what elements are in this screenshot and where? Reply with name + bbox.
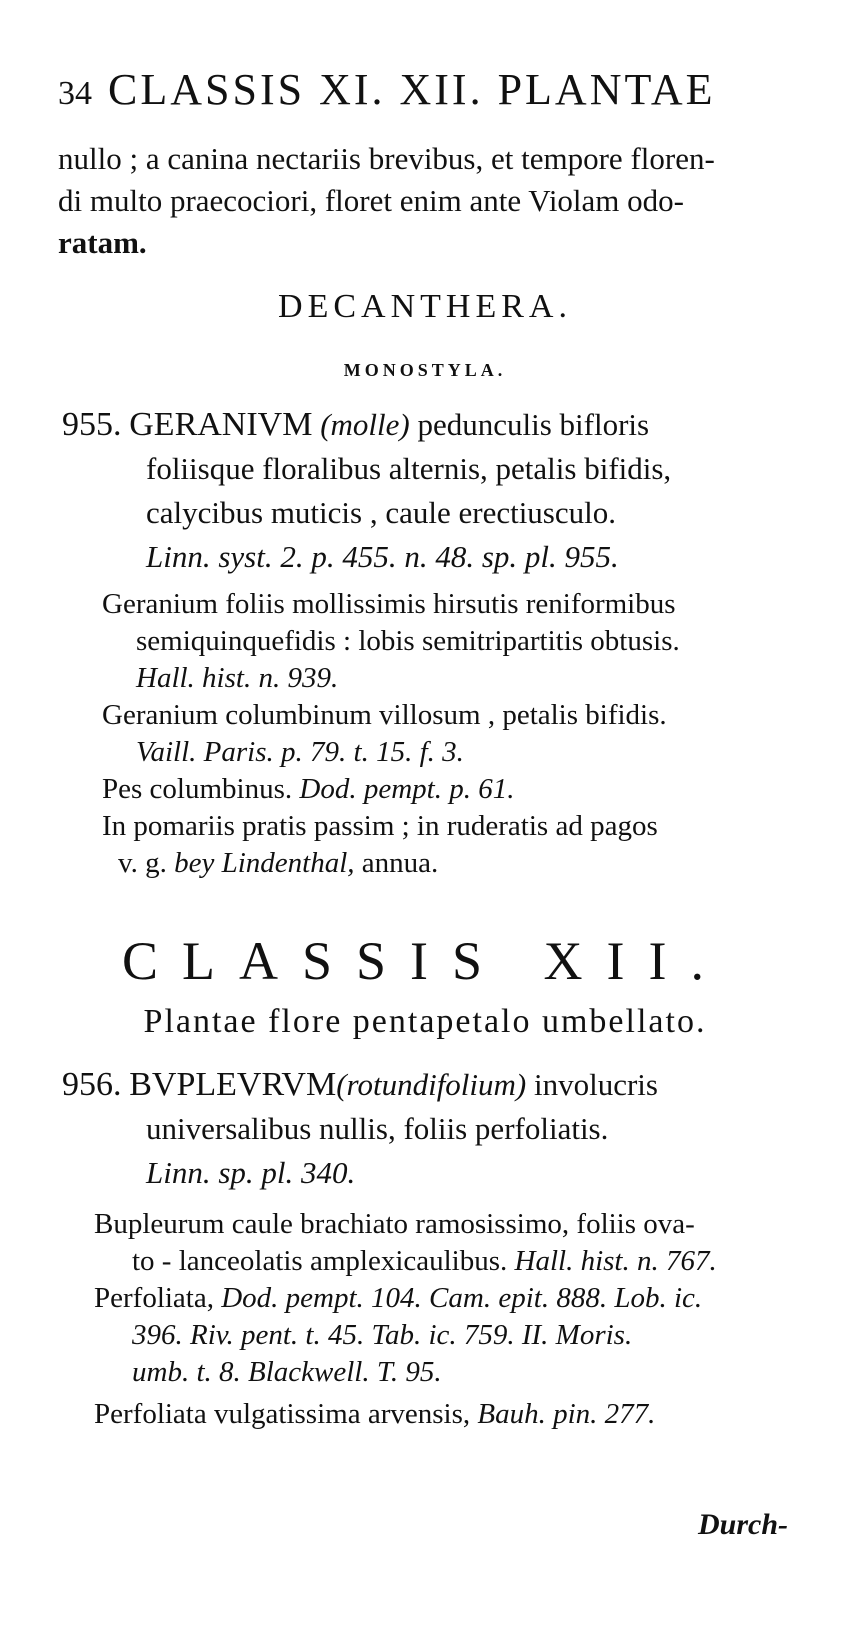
class-subtitle: Plantae flore pentapetalo umbellato. [143,1003,707,1040]
entry-956-synonym-2-ref-c: umb. t. 8. Blackwell. T. 95. [132,1356,442,1388]
entry-956-species: (rotundifolium) [336,1067,527,1102]
class-title: CLASSIS XII. [121,931,729,991]
entry-955-synonym-1: Geranium foliis mollissimis hirsutis reniformibus [102,588,676,620]
entry-955-habitat-2 [118,845,438,882]
entry-955-number: 955. [62,406,122,443]
entry-955-line-1: pedunculis bifloris [417,407,650,442]
running-head-title: CLASSIS XI. XII. PLANTAE [108,65,716,114]
entry-955-synonym-3-name: Pes columbinus. [102,773,293,805]
running-head [58,64,715,115]
entry-955-synonym-2-ref: Vaill. Paris. p. 79. t. 15. f. 3. [136,736,464,768]
entry-955-species: (molle) [320,407,410,442]
entry-956-synonym-2-name: Perfoliata, [94,1282,214,1314]
entry-956-synonym-2 [94,1280,702,1317]
entry-955-synonym-3 [102,771,514,808]
entry-955-habitat-duration: annua. [361,847,439,879]
entry-956-synonym-3-ref: Bauh. pin. 277. [477,1398,656,1430]
catchword: Durch- [697,1508,788,1541]
entry-956-reference: Linn. sp. pl. 340. [146,1155,356,1190]
entry-955-synonym-2: Geranium columbinum villosum , petalis bifidis. [102,699,667,731]
intro-line-2: di multo praecociori, floret enim ante Violam odo- [58,183,684,218]
entry-955-synonym-1-ref: Hall. hist. n. 939. [136,662,339,694]
entry-956-genus: BVPLEVRVM [129,1066,337,1103]
entry-956-synonym-1: Bupleurum caule brachiato ramosissimo, foliis ova- [94,1208,695,1240]
entry-956-synonym-3 [94,1396,655,1433]
entry-956-number: 956. [62,1066,122,1103]
entry-956-line-2: universalibus nullis, foliis perfoliatis. [146,1111,609,1146]
entry-955-habitat-place: bey Lindenthal, [174,847,355,879]
entry-956-head [62,1064,658,1106]
entry-955-genus: GERANIVM [129,406,313,443]
suborder-title: MONOSTYLA. [343,360,507,380]
entry-956-synonym-2-ref: Dod. pempt. 104. Cam. epit. 888. Lob. ic. [221,1282,703,1314]
entry-956-synonym-3-name: Perfoliata vulgatissima arvensis, [94,1398,471,1430]
intro-line-3: ratam. [58,225,147,260]
page-number: 34 [58,75,92,112]
entry-955-line-2: foliisque floralibus alternis, petalis bifidis, [146,451,672,486]
intro-line-1: nullo ; a canina nectariis brevibus, et tempore floren- [58,141,715,176]
entry-956-line-1: involucris [534,1067,658,1102]
entry-955-reference: Linn. syst. 2. p. 455. n. 48. sp. pl. 955. [146,539,619,574]
order-title: DECANTHERA. [278,288,572,325]
entry-956-synonym-1-ref: Hall. hist. n. 767. [514,1245,717,1277]
entry-955-line-3: calycibus muticis , caule erectiusculo. [146,495,616,530]
entry-955-synonym-3-ref: Dod. pempt. p. 61. [299,773,515,805]
entry-956-synonym-2-ref-b: 396. Riv. pent. t. 45. Tab. ic. 759. II. Moris. [132,1319,633,1351]
entry-955-synonym-1b: semiquinquefidis : lobis semitripartitis obtusis. [136,625,680,657]
entry-955-habitat: In pomariis pratis passim ; in ruderatis ad pagos [102,810,658,842]
entry-956-synonym-1b [132,1243,717,1280]
entry-955-habitat-vg: v. g. [118,847,167,879]
entry-956-synonym-1b-text: to - lanceolatis amplexicaulibus. [132,1245,508,1277]
entry-955-head [62,404,649,446]
